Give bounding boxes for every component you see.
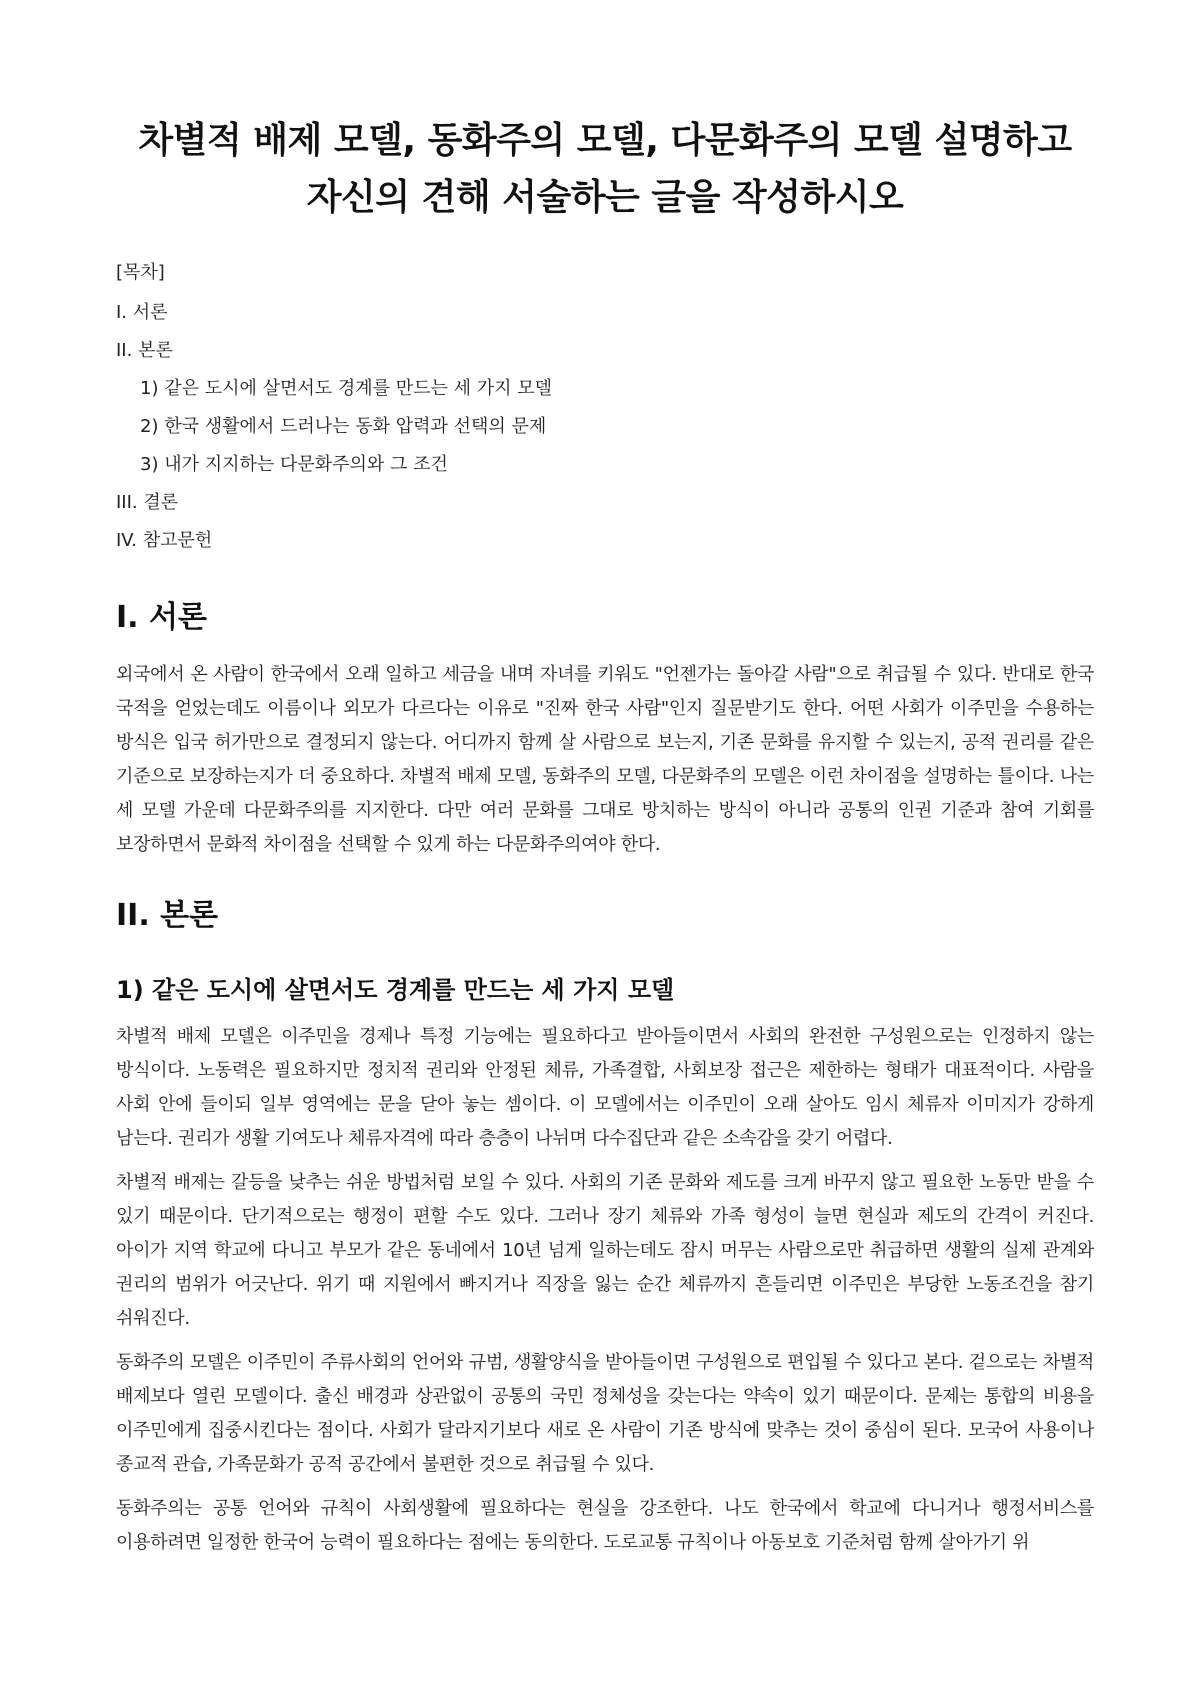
- toc-item-sub-1: 1) 같은 도시에 살면서도 경계를 만드는 세 가지 모델: [140, 378, 553, 399]
- section-heading-introduction: I. 서론: [116, 600, 207, 635]
- body-paragraph: 동화주의는 공통 언어와 규칙이 사회생활에 필요하다는 현실을 강조한다. 나도 한국에서 학교에 다니거나 행정서비스를 이용하려면 일정한 한국어 능력이 필요하다는 점에는 동의한다. 도로교통 규칙이나 아동보호 기준처럼 함께 살아가기 위: [116, 1498, 1094, 1553]
- body-paragraph: 차별적 배제 모델은 이주민을 경제나 특정 기능에는 필요하다고 받아들이면서 사회의 완전한 구성원으로는 인정하지 않는 방식이다. 노동력은 필요하지만 정치적 권리와 안정된 체류, 가족결합, 사회보장 접근은 제한하는 형태가 대표적이다. 사람을 사회 안에 들이되 일부 영역에는 문을 닫아 놓는 셈이다. 이 모델에서는 이주민이 오래 살아도 임시 체류자 이미지가 강하게 남는다. 권리가 생활 기여도나 체류자격에 따라 층층이 나뉘며 다수집단과 같은 소속감을 갖기 어렵다.: [116, 1026, 1094, 1149]
- section-main-body: [116, 892, 1094, 1560]
- toc-heading: [목차]: [116, 262, 165, 283]
- document-title: 차별적 배제 모델, 동화주의 모델, 다문화주의 모델 설명하고 자신의 견해 서술하는 글을 작성하시오: [138, 120, 1072, 218]
- toc-item-conclusion: III. 결론: [116, 492, 179, 513]
- body-paragraph: 동화주의 모델은 이주민이 주류사회의 언어와 규범, 생활양식을 받아들이면 구성원으로 편입될 수 있다고 본다. 겉으로는 차별적 배제보다 열린 모델이다. 출신 배경과 상관없이 공통의 국민 정체성을 갖는다는 약속이 있기 때문이다. 문제는 통합의 비용을 이주민에게 집중시킨다는 점이다. 사회가 달라지기보다 새로 온 사람이 기존 방식에 맞추는 것이 중심이 된다. 모국어 사용이나 종교적 관습, 가족문화가 공적 공간에서 불편한 것으로 취급될 수 있다.: [116, 1352, 1094, 1475]
- toc-item-references: IV. 참고문헌: [116, 530, 213, 551]
- toc-item-main-body: II. 본론: [116, 340, 173, 361]
- toc-item-sub-2: 2) 한국 생활에서 드러나는 동화 압력과 선택의 문제: [140, 416, 547, 437]
- subsection-heading-1: 1) 같은 도시에 살면서도 경계를 만드는 세 가지 모델: [116, 976, 675, 1004]
- toc-item-introduction: I. 서론: [116, 302, 168, 323]
- section-heading-main-body: II. 본론: [116, 898, 219, 933]
- intro-paragraph: 외국에서 온 사람이 한국에서 오래 일하고 세금을 내며 자녀를 키워도 "언젠가는 돌아갈 사람"으로 취급될 수 있다. 반대로 한국 국적을 얻었는데도 이름이나 외모가 다르다는 이유로 "진짜 한국 사람"인지 질문받기도 한다. 어떤 사회가 이주민을 수용하는 방식은 입국 허가만으로 결정되지 않는다. 어디까지 함께 살 사람으로 보는지, 기존 문화를 유지할 수 있는지, 공적 권리를 같은 기준으로 보장하는지가 더 중요하다. 차별적 배제 모델, 동화주의 모델, 다문화주의 모델은 이런 차이점을 설명하는 틀이다. 나는 세 모델 가운데 다문화주의를 지지한다. 다만 여러 문화를 그대로 방치하는 방식이 아니라 공통의 인권 기준과 참여 기회를 보장하면서 문화적 차이점을 선택할 수 있게 하는 다문화주의여야 한다.: [116, 664, 1094, 855]
- body-paragraph: 차별적 배제는 갈등을 낮추는 쉬운 방법처럼 보일 수 있다. 사회의 기존 문화와 제도를 크게 바꾸지 않고 필요한 노동만 받을 수 있기 때문이다. 단기적으로는 행정이 편할 수도 있다. 그러나 장기 체류와 가족 형성이 늘면 현실과 제도의 간격이 커진다. 아이가 지역 학교에 다니고 부모가 같은 동네에서 10년 넘게 일하는데도 잠시 머무는 사람으로만 취급하면 생활의 실제 관계와 권리의 범위가 어긋난다. 위기 때 지원에서 빠지거나 직장을 잃는 순간 체류까지 흔들리면 이주민은 부당한 노동조건을 참기 쉬워진다.: [116, 1172, 1094, 1329]
- table-of-contents: [116, 254, 1094, 560]
- section-introduction: [116, 594, 1094, 862]
- toc-item-sub-3: 3) 내가 지지하는 다문화주의와 그 조건: [140, 454, 448, 475]
